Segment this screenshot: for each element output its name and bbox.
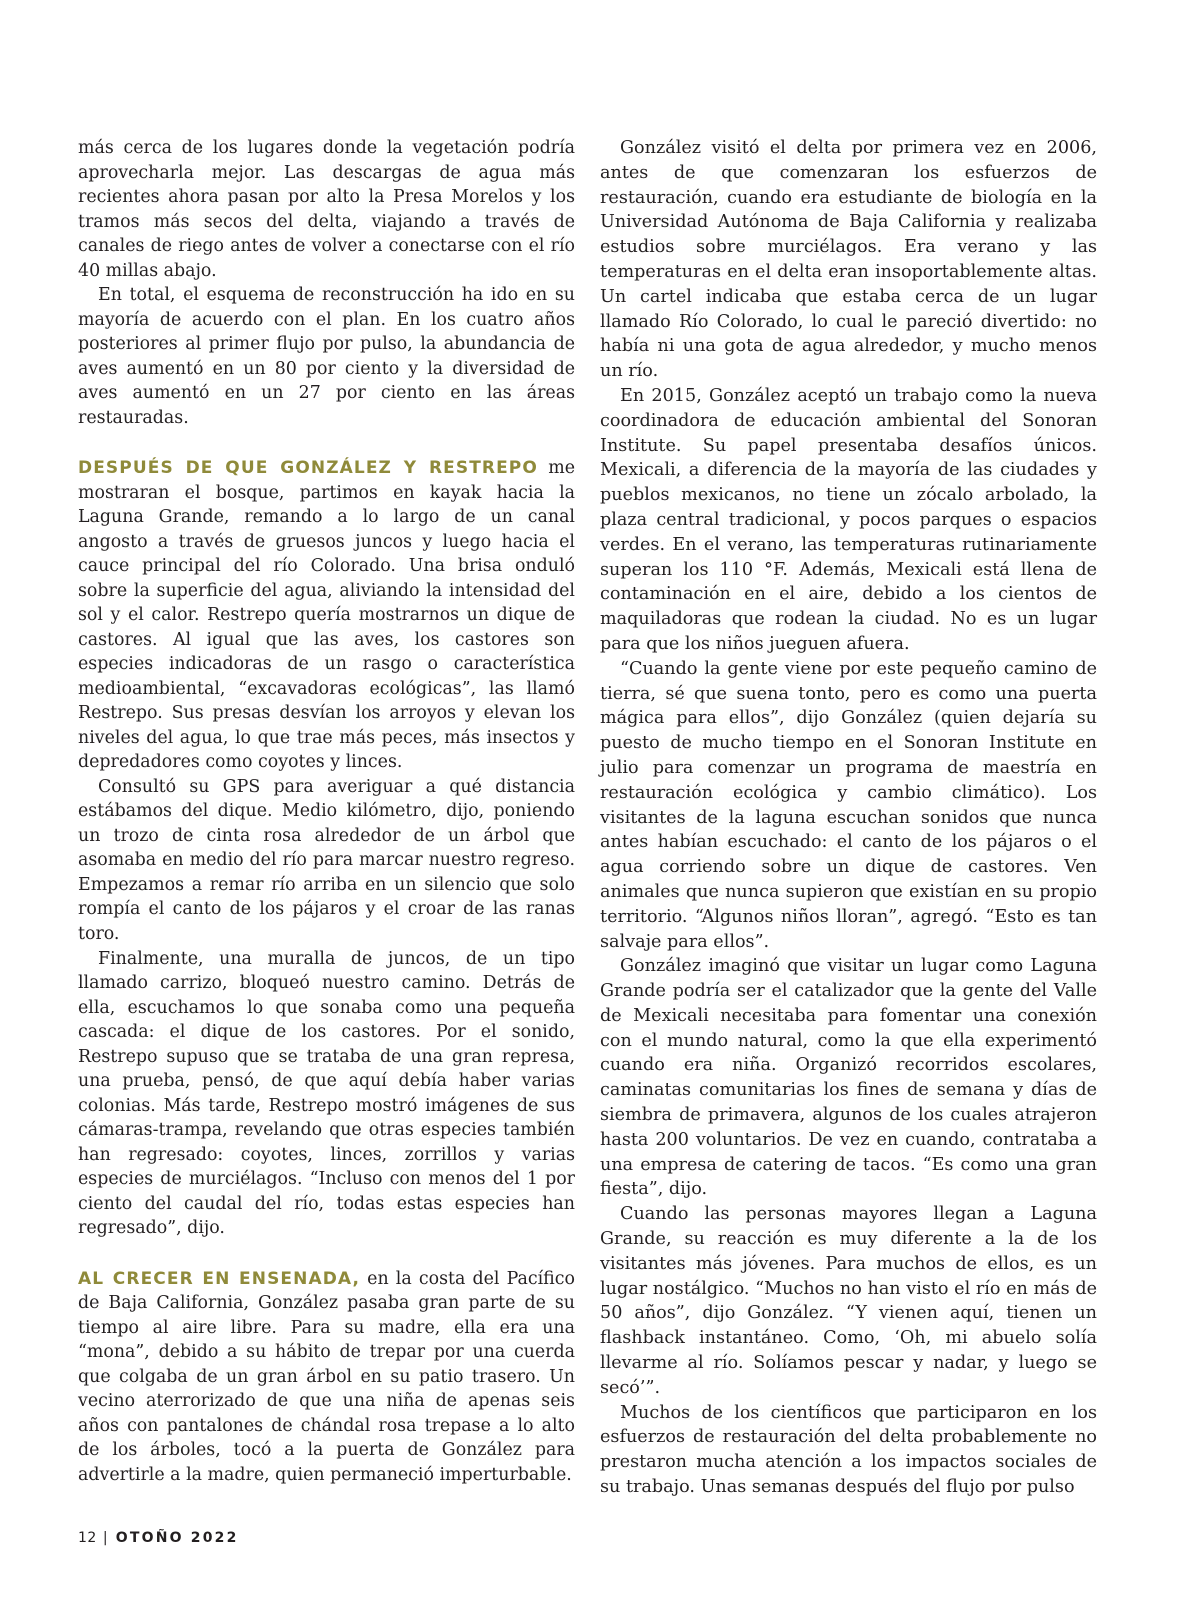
section-lead-in: DESPUÉS DE QUE GONZÁLEZ Y RESTREPO (78, 458, 538, 479)
paragraph: más cerca de los lugares donde la vegetación podría aprovecharla mejor. Las descargas de agua más recientes ahora pasan por alto la Presa Morelos y los tramos más secos del delta, viajando a través de canales de riego antes de volver a conectarse con el río 40 millas abajo. (78, 138, 575, 281)
left-column (78, 136, 575, 1487)
paragraph: González visitó el delta por primera vez en 2006, antes de que comenzaran los esfuerzos de restauración, cuando era estudiante de biología en la Universidad Autónoma de Baja California y realizaba estudios sobre murciélagos. Era verano y las temperaturas en el delta eran insoportablemente altas. Un cartel indicaba que estaba cerca de un lugar llamado Río Colorado, lo cual le pareció divertido: no había ni una gota de agua alrededor, y mucho menos un río. (600, 138, 1097, 382)
page-footer (78, 1530, 239, 1546)
right-column (600, 136, 1097, 1500)
paragraph: “Cuando la gente viene por este pequeño camino de tierra, sé que suena tonto, pero es como una puerta mágica para ellos”, dijo González (quien dejaría su puesto de mucho tiempo en el Sonoran Institute en julio para comenzar un programa de maestría en restauración ecológica y cambio climático). Los visitantes de la laguna escuchan sonidos que nunca antes habían escuchado: el canto de los pájaros o el agua corriendo sobre un dique de castores. Ven animales que nunca supieron que existían en su propio territorio. “Algunos niños lloran”, agregó. “Esto es tan salvaje para ellos”. (600, 658, 1097, 952)
paragraph: En 2015, González aceptó un trabajo como la nueva coordinadora de educación ambiental del Sonoran Institute. Su papel presentaba desafíos únicos. Mexicali, a diferencia de la mayoría de las ciudades y pueblos mexicanos, no tiene un zócalo arbolado, la plaza central tradicional, y pocos parques o espacios verdes. En el verano, las temperaturas rutinariamente superan los 110 °F. Además, Mexicali está llena de contaminación en el aire, debido a los cientos de maquiladoras que rodean la ciudad. No es un lugar para que los niños jueguen afuera. (600, 385, 1097, 654)
paragraph: En total, el esquema de reconstrucción ha ido en su mayoría de acuerdo con el plan. En los cuatro años posteriores al primer flujo por pulso, la abundancia de aves aumentó en un 80 por ciento y la diversidad de aves aumentó en un 27 por ciento en las áreas restauradas. (78, 285, 575, 428)
section-paragraph (78, 456, 575, 775)
issue-label: OTOÑO 2022 (115, 1530, 239, 1546)
paragraph: Finalmente, una muralla de juncos, de un tipo llamado carrizo, bloqueó nuestro camino. Detrás de ella, escuchamos lo que sonaba como una pequeña cascada: el dique de los castores. Por el sonido, Restrepo supuso que se trataba de una gran represa, una prueba, pensó, de que aquí debía haber varias colonias. Más tarde, Restrepo mostró imágenes de sus cámaras-trampa, revelando que otras especies también han regresado: coyotes, linces, zorrillos y varias especies de murciélagos. “Incluso con menos del 1 por ciento del caudal del río, todas estas especies han regresado”, dijo. (78, 948, 575, 1239)
page-number: 12 (78, 1530, 97, 1546)
paragraph-text: me mostraran el bosque, partimos en kayak hacia la Laguna Grande, remando a lo largo de un canal angosto a través de gruesos juncos y luego hacia el cauce principal del río Colorado. Una brisa onduló sobre la superficie del agua, aliviando la intensidad del sol y el calor. Restrepo quería mostrarnos un dique de castores. Al igual que las aves, los castores son especies indicadoras de un rasgo o característica medioambiental, “excavadoras ecológicas”, las llamó Restrepo. Sus presas desvían los arroyos y elevan los niveles del agua, lo que trae más peces, más insectos y depredadores como coyotes y linces. (78, 458, 576, 773)
paragraph: González imaginó que visitar un lugar como Laguna Grande podría ser el catalizador que la gente del Valle de Mexicali necesitaba para fomentar una conexión con el mundo natural, como la que ella experimentó cuando era niña. Organizó recorridos escolares, caminatas comunitarias los fines de semana y días de siembra de primavera, algunos de los cuales atrajeron hasta 200 voluntarios. De vez en cuando, contrataba a una empresa de catering de tacos. “Es como una gran fiesta”, dijo. (600, 956, 1097, 1200)
section-paragraph (78, 1267, 575, 1488)
paragraph: Consultó su GPS para averiguar a qué distancia estábamos del dique. Medio kilómetro, dijo, poniendo un trozo de cinta rosa alrededor de un árbol que asomaba en medio del río para marcar nuestro regreso. Empezamos a remar río arriba en un silencio que solo rompía el canto de los pájaros y el croar de las ranas toro. (78, 776, 575, 944)
paragraph-text: en la costa del Pacífico de Baja California, González pasaba gran parte de su tiempo al aire libre. Para su madre, ella era una “mona”, debido a su hábito de trepar por una cuerda que colgaba de un gran árbol en su patio trasero. Un vecino aterrorizado de que una niña de apenas seis años con pantalones de chándal rosa trepase a lo alto de los árboles, tocó a la puerta de González para advertirle a la madre, quien permaneció imperturbable. (78, 1268, 575, 1485)
footer-separator: | (102, 1530, 110, 1546)
paragraph: Cuando las personas mayores llegan a Laguna Grande, su reacción es muy diferente a la de los visitantes más jóvenes. Para muchos de ellos, es un lugar nostálgico. “Muchos no han visto el río en más de 50 años”, dijo González. “Y vienen aquí, tienen un flashback instantáneo. Como, ‘Oh, mi abuelo solía llevarme al río. Solíamos pescar y nadar, y luego se secó’”. (600, 1204, 1097, 1398)
paragraph: Muchos de los científicos que participaron en los esfuerzos de restauración del delta probablemente no prestaron mucha atención a los impactos sociales de su trabajo. Unas semanas después del flujo por pulso (600, 1402, 1097, 1498)
section-lead-in: AL CRECER EN ENSENADA, (78, 1268, 361, 1289)
